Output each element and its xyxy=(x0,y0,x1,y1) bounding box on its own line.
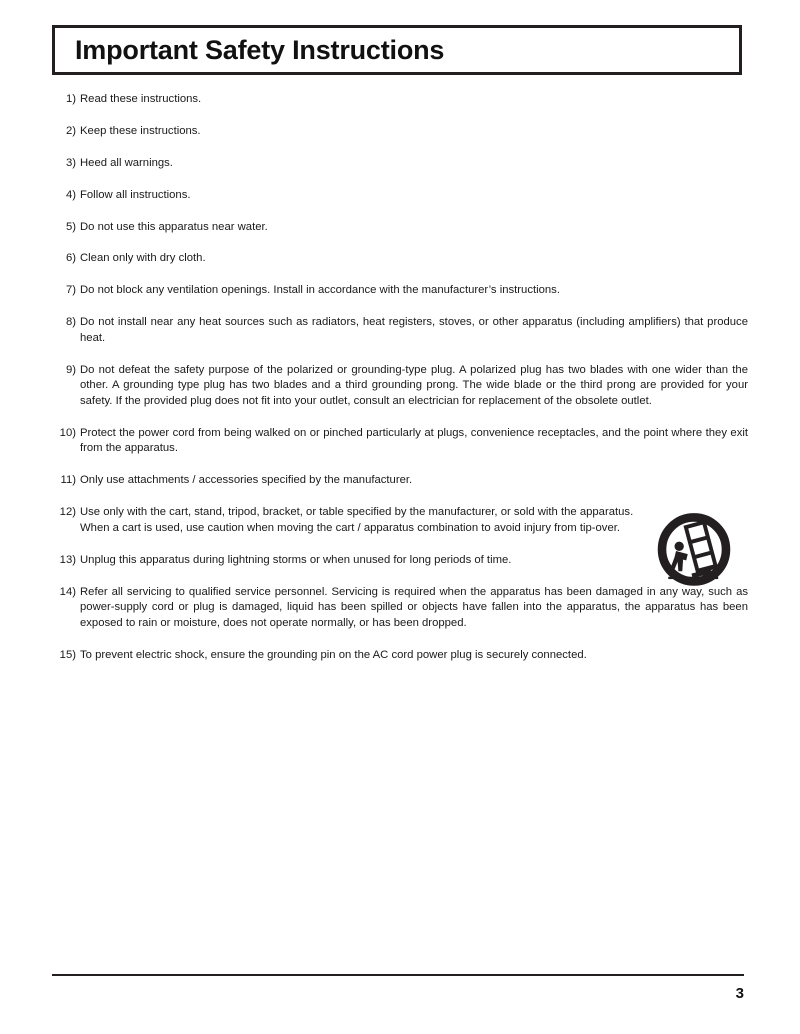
list-item-text: Do not block any ventilation openings. Install in accordance with the manufacturer’s instructions. xyxy=(80,284,560,297)
list-item xyxy=(56,315,748,346)
list-item-text: Heed all warnings. xyxy=(80,156,173,169)
list-item-number: 4) xyxy=(65,188,76,201)
list-item xyxy=(56,585,748,632)
footer-divider xyxy=(52,974,744,976)
list-item xyxy=(56,92,748,108)
list-item xyxy=(56,473,748,489)
list-item-number: 14) xyxy=(59,585,76,598)
list-item xyxy=(56,156,748,172)
list-item xyxy=(56,426,748,457)
list-item-text: Follow all instructions. xyxy=(80,188,191,201)
list-item xyxy=(56,553,748,569)
list-item xyxy=(56,363,748,410)
list-item xyxy=(56,188,748,204)
list-item-number: 15) xyxy=(59,648,76,661)
list-item-number: 2) xyxy=(65,124,76,137)
list-item xyxy=(56,220,748,236)
list-item-number: 9) xyxy=(65,363,76,376)
list-item-text: Protect the power cord from being walked on or pinched particularly at plugs, convenience receptacles, and the point where they exit from the apparatus. xyxy=(80,426,748,455)
list-item xyxy=(56,648,748,664)
list-item-text: Only use attachments / accessories specified by the manufacturer. xyxy=(80,474,413,487)
page-title: Important Safety Instructions xyxy=(75,34,445,65)
list-item-text: Unplug this apparatus during lightning storms or when unused for long periods of time. xyxy=(80,553,512,566)
page-number: 3 xyxy=(735,985,744,1002)
list-item-text: Do not use this apparatus near water. xyxy=(80,220,268,233)
list-item-text: To prevent electric shock, ensure the grounding pin on the AC cord power plug is securely connected. xyxy=(80,648,587,661)
list-item-number: 10) xyxy=(59,426,76,439)
list-item-number: 7) xyxy=(65,284,76,297)
list-item-text: Clean only with dry cloth. xyxy=(80,252,206,265)
list-item-number: 6) xyxy=(65,252,76,265)
list-item xyxy=(56,124,748,140)
list-item-number: 11) xyxy=(60,474,76,487)
list-item xyxy=(56,505,656,536)
list-item xyxy=(56,251,748,267)
list-item-text: Refer all servicing to qualified service personnel. Servicing is required when the apparatus has been damaged in any way, such as power-supply cord or plug is damaged, liquid has been spilled or objects have fallen into the apparatus, the apparatus has been exposed to rain or moisture, does not operate normally, or has been dropped. xyxy=(80,585,748,629)
page-title-box xyxy=(52,25,742,75)
safety-instruction-list xyxy=(56,92,748,680)
list-item-number: 3) xyxy=(65,156,76,169)
cart-tip-over-warning-icon xyxy=(655,511,733,591)
list-item-number: 12) xyxy=(59,506,76,519)
list-item-number: 8) xyxy=(65,316,76,329)
list-item-text: Read these instructions. xyxy=(80,93,202,105)
list-item-number: 5) xyxy=(65,220,76,233)
list-item-number: 13) xyxy=(59,553,76,566)
list-item-text: Use only with the cart, stand, tripod, bracket, or table specified by the manufacturer, or sold with the apparatus. When a cart is used, use caution when moving the cart / apparatus combination to avoid injury from tip-over. xyxy=(80,506,634,534)
list-item-text: Keep these instructions. xyxy=(80,124,201,137)
list-item-text: Do not defeat the safety purpose of the polarized or grounding-type plug. A polarized plug has two blades with one wider than the other. A grounding type plug has two blades and a third grounding prong. The wide blade or the third prong are provided for your safety. If the provided plug does not fit into your outlet, consult an electrician for replacement of the obsolete outlet. xyxy=(80,363,748,407)
list-item-text: Do not install near any heat sources such as radiators, heat registers, stoves, or other apparatus (including amplifiers) that produce heat. xyxy=(80,316,748,344)
list-item-number: 1) xyxy=(65,93,76,105)
list-item xyxy=(56,283,748,299)
